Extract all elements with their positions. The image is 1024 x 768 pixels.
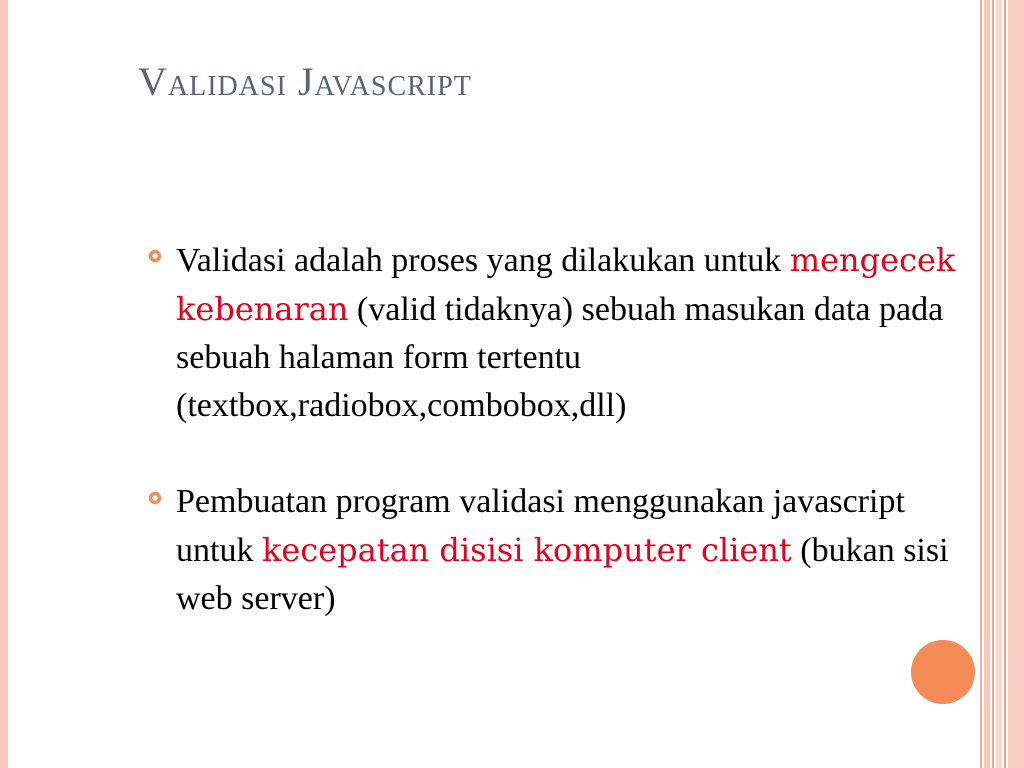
ring-bullet-icon bbox=[148, 249, 162, 263]
bullet-2-highlight: kecepatan disisi komputer client bbox=[261, 531, 792, 569]
bullet-item-2 bbox=[140, 478, 990, 623]
bullet-1-highlight: mengecek kebenaran bbox=[176, 241, 956, 328]
bullet-1-text-start: Validasi adalah proses yang dilakukan untuk bbox=[176, 242, 790, 279]
left-border bbox=[0, 0, 8, 768]
ring-bullet-icon bbox=[148, 491, 162, 505]
decorative-circle bbox=[911, 640, 975, 704]
bullet-list bbox=[140, 236, 990, 671]
bullet-item-1 bbox=[140, 236, 990, 430]
slide-title: Validasi Javascript bbox=[138, 59, 472, 104]
bullet-1-text-end: (valid tidaknya) sebuah masukan data pada sebuah halaman form tertentu (textbox,radiobox,combobox,dll) bbox=[176, 291, 944, 424]
bullet-2-text-start: Pembuatan program validasi menggunakan javascript untuk bbox=[176, 483, 905, 569]
bullet-2-text-end: (bukan sisi web server) bbox=[176, 532, 949, 617]
